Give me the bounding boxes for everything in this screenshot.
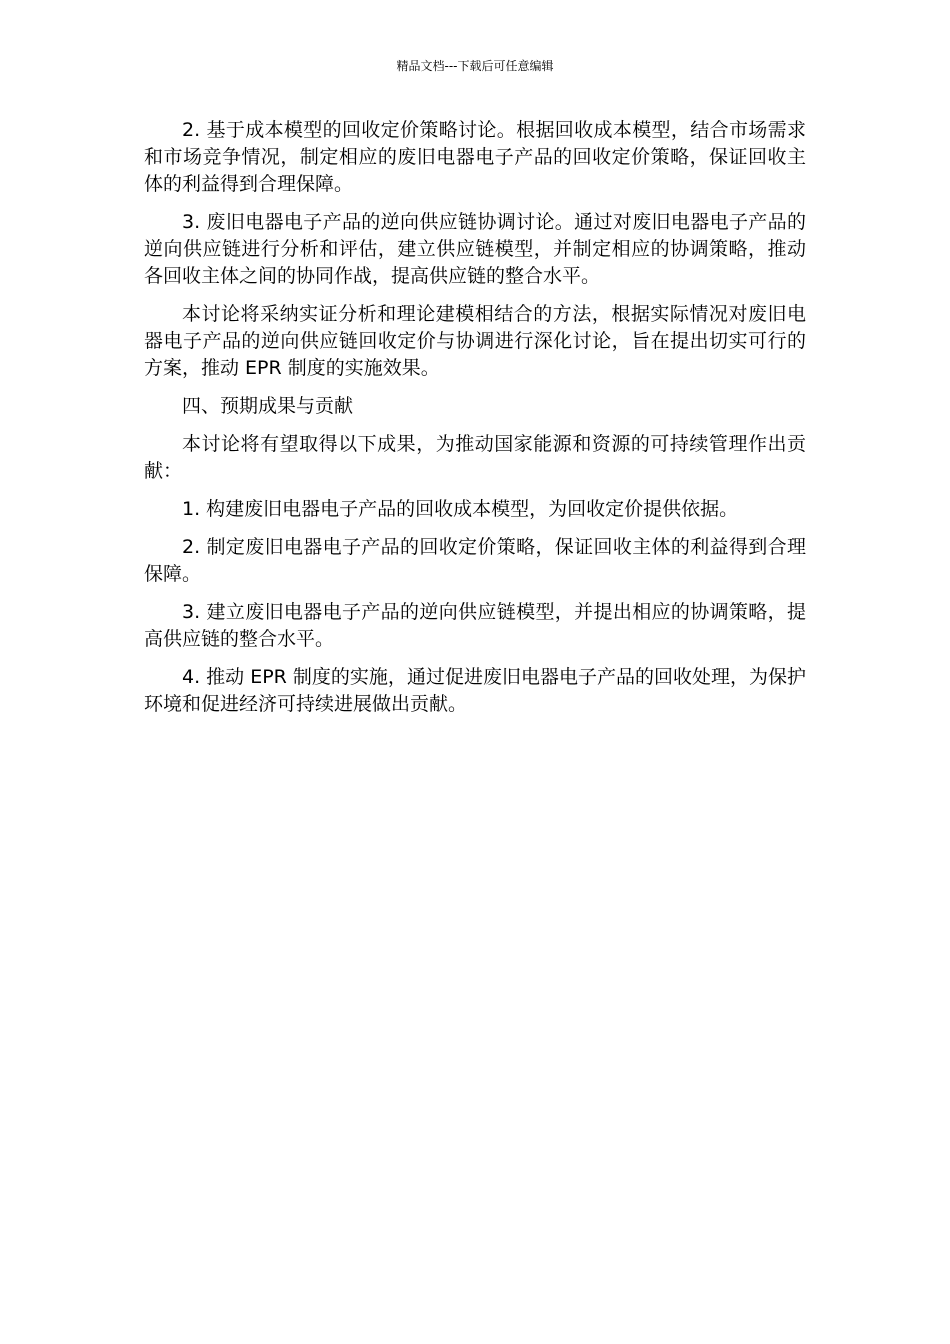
list-item-result-4: 4. 推动 EPR 制度的实施，通过促进废旧电器电子产品的回收处理，为保护环境和促进经济可持续进展做出贡献。 bbox=[144, 666, 806, 715]
document-body bbox=[144, 117, 806, 729]
section-heading-expected-results: 四、预期成果与贡献 bbox=[182, 395, 354, 417]
list-item-result-2: 2. 制定废旧电器电子产品的回收定价策略，保证回收主体的利益得到合理保障。 bbox=[144, 536, 806, 585]
list-item-result-3: 3. 建立废旧电器电子产品的逆向供应链模型，并提出相应的协调策略，提高供应链的整合水平。 bbox=[144, 601, 806, 650]
paragraph-results-intro: 本讨论将有望取得以下成果，为推动国家能源和资源的可持续管理作出贡献： bbox=[144, 433, 806, 482]
paragraph-supply-chain-coordination: 3. 废旧电器电子产品的逆向供应链协调讨论。通过对废旧电器电子产品的逆向供应链进行分析和评估，建立供应链模型，并制定相应的协调策略，推动各回收主体之间的协同作战，提高供应链的整合水平。 bbox=[144, 211, 806, 287]
paragraph-methodology: 本讨论将采纳实证分析和理论建模相结合的方法，根据实际情况对废旧电器电子产品的逆向供应链回收定价与协调进行深化讨论，旨在提出切实可行的方案，推动 EPR 制度的实施效果。 bbox=[144, 303, 806, 379]
paragraph-pricing-strategy: 2. 基于成本模型的回收定价策略讨论。根据回收成本模型，结合市场需求和市场竞争情况，制定相应的废旧电器电子产品的回收定价策略，保证回收主体的利益得到合理保障。 bbox=[144, 119, 806, 195]
list-item-result-1: 1. 构建废旧电器电子产品的回收成本模型，为回收定价提供依据。 bbox=[182, 498, 739, 520]
page-header: 精品文档---下载后可任意编辑 bbox=[396, 59, 554, 73]
